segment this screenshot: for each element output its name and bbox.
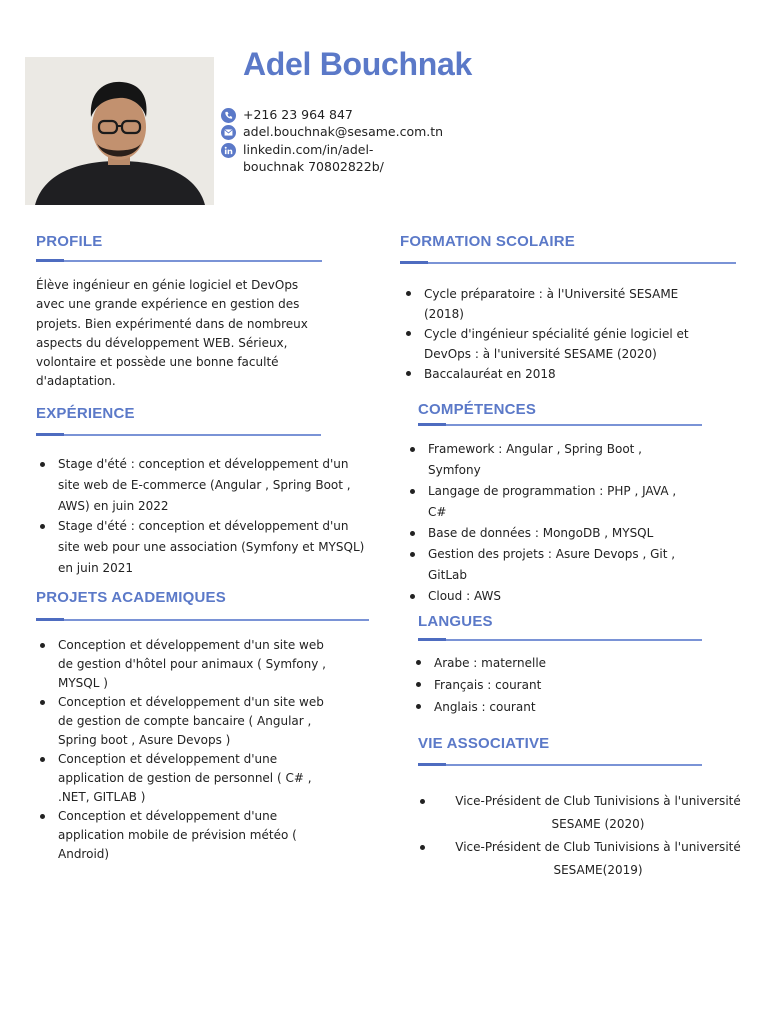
experience-item-line: site web de E-commerce (Angular , Spring Boot ,: [58, 477, 351, 492]
competence-item-line: GitLab: [428, 568, 467, 582]
contact-linkedin: [221, 141, 384, 175]
langue-item: [412, 696, 692, 718]
project-item-line: application de gestion de personnel ( C# ,: [58, 771, 312, 785]
project-item-line: Conception et développement d'une: [58, 752, 278, 766]
experience-item-line: en juin 2021: [58, 560, 134, 575]
formation-divider: [400, 262, 736, 264]
project-item-line: Android): [58, 847, 110, 861]
langue-item: [412, 652, 692, 674]
project-item-line: de gestion de compte bancaire ( Angular ,: [58, 714, 312, 728]
person-portrait: [25, 57, 214, 205]
experience-list: [36, 454, 366, 579]
langues-divider: [418, 639, 702, 641]
competence-item: [406, 523, 696, 544]
competence-item: [406, 481, 696, 523]
profile-line: volontaire et possède une bonne faculté: [36, 355, 279, 370]
project-item-line: Spring boot , Asure Devops ): [58, 733, 231, 747]
experience-item-line: Stage d'été : conception et développement d'un: [58, 519, 349, 534]
vie-item: [418, 836, 758, 882]
email-icon: [221, 125, 236, 140]
competences-list: [406, 439, 696, 607]
langues-heading: LANGUES: [418, 613, 493, 630]
vie-item-line: SESAME(2019): [553, 863, 643, 877]
project-item: [36, 807, 336, 864]
profile-line: aspects du développement WEB. Sérieux,: [36, 335, 288, 350]
formation-list: [402, 284, 722, 384]
formation-item-line: Cycle d'ingénieur spécialité génie logiciel et: [424, 327, 689, 341]
competence-item-line: Symfony: [428, 463, 481, 477]
competence-item-line: Framework : Angular , Spring Boot ,: [428, 442, 642, 456]
contact-phone: [221, 106, 353, 123]
phone-text: +216 23 964 847: [243, 107, 353, 122]
projects-list: [36, 636, 336, 864]
profile-line: projets. Bien expérimenté dans de nombreux: [36, 316, 308, 331]
projects-heading: PROJETS ACADEMIQUES: [36, 589, 226, 606]
competences-heading: COMPÉTENCES: [418, 401, 537, 418]
competence-item: [406, 544, 696, 586]
experience-item-line: site web pour une association (Symfony et MYSQL): [58, 540, 365, 555]
competence-item: [406, 439, 696, 481]
formation-item-line: Cycle préparatoire : à l'Université SESAME: [424, 287, 679, 301]
vie-item: [418, 790, 758, 836]
formation-item-line: (2018): [424, 307, 464, 321]
competence-item-line: Langage de programmation : PHP , JAVA ,: [428, 484, 677, 498]
competence-item-line: Base de données : MongoDB , MYSQL: [428, 526, 654, 540]
vie-item-line: Vice-Président de Club Tunivisions à l'université: [455, 794, 741, 808]
profile-line: avec une grande expérience en gestion des: [36, 297, 300, 312]
project-item: [36, 750, 336, 807]
contact-email: [221, 123, 443, 140]
langues-list: [412, 652, 692, 718]
vie-list: [418, 790, 758, 882]
profile-line: Élève ingénieur en génie logiciel et DevOps: [36, 278, 299, 292]
project-item-line: de gestion d'hôtel pour animaux ( Symfony ,: [58, 657, 326, 671]
competence-item-line: Cloud : AWS: [428, 589, 501, 603]
project-item-line: Conception et développement d'un site web: [58, 638, 324, 652]
experience-item-line: Stage d'été : conception et développement d'un: [58, 457, 349, 471]
formation-heading: FORMATION SCOLAIRE: [400, 233, 575, 250]
project-item: [36, 693, 336, 750]
linkedin-icon: [221, 143, 236, 158]
experience-heading: EXPÉRIENCE: [36, 405, 135, 422]
profile-photo: [25, 57, 214, 205]
formation-item-line: DevOps : à l'université SESAME (2020): [424, 347, 657, 361]
competence-item-line: C#: [428, 505, 447, 519]
linkedin-text[interactable]: linkedin.com/in/adel- bouchnak 70802822b/: [243, 142, 384, 174]
project-item-line: Conception et développement d'une: [58, 809, 278, 823]
formation-item: [402, 324, 722, 364]
profile-line: d'adaptation.: [36, 374, 116, 389]
vie-divider: [418, 764, 702, 766]
project-item-line: .NET, GITLAB ): [58, 790, 146, 804]
vie-heading: VIE ASSOCIATIVE: [418, 735, 550, 752]
phone-icon: [221, 108, 236, 123]
langue-item-line: Arabe : maternelle: [434, 656, 547, 670]
formation-item-line: Baccalauréat en 2018: [424, 367, 556, 381]
profile-divider: [36, 260, 322, 262]
competences-divider: [418, 424, 702, 426]
langue-item-line: Français : courant: [434, 678, 542, 692]
experience-item: [36, 516, 366, 578]
profile-text: [36, 276, 336, 392]
formation-item: [402, 284, 722, 324]
experience-item-line: AWS) en juin 2022: [58, 498, 169, 513]
competence-item: [406, 586, 696, 607]
langue-item: [412, 674, 692, 696]
experience-item: [36, 454, 366, 516]
langue-item-line: Anglais : courant: [434, 700, 536, 714]
profile-heading: PROFILE: [36, 233, 103, 250]
experience-divider: [36, 434, 321, 436]
projects-divider: [36, 619, 369, 621]
project-item-line: MYSQL ): [58, 676, 108, 690]
project-item: [36, 636, 336, 693]
vie-item-line: Vice-Président de Club Tunivisions à l'université: [455, 840, 741, 854]
vie-item-line: SESAME (2020): [551, 817, 645, 831]
project-item-line: application mobile de prévision météo (: [58, 828, 297, 842]
candidate-name: Adel Bouchnak: [243, 46, 473, 82]
formation-item: [402, 364, 722, 384]
competence-item-line: Gestion des projets : Asure Devops , Git ,: [428, 547, 676, 561]
email-text[interactable]: adel.bouchnak@sesame.com.tn: [243, 124, 444, 139]
project-item-line: Conception et développement d'un site web: [58, 695, 324, 709]
